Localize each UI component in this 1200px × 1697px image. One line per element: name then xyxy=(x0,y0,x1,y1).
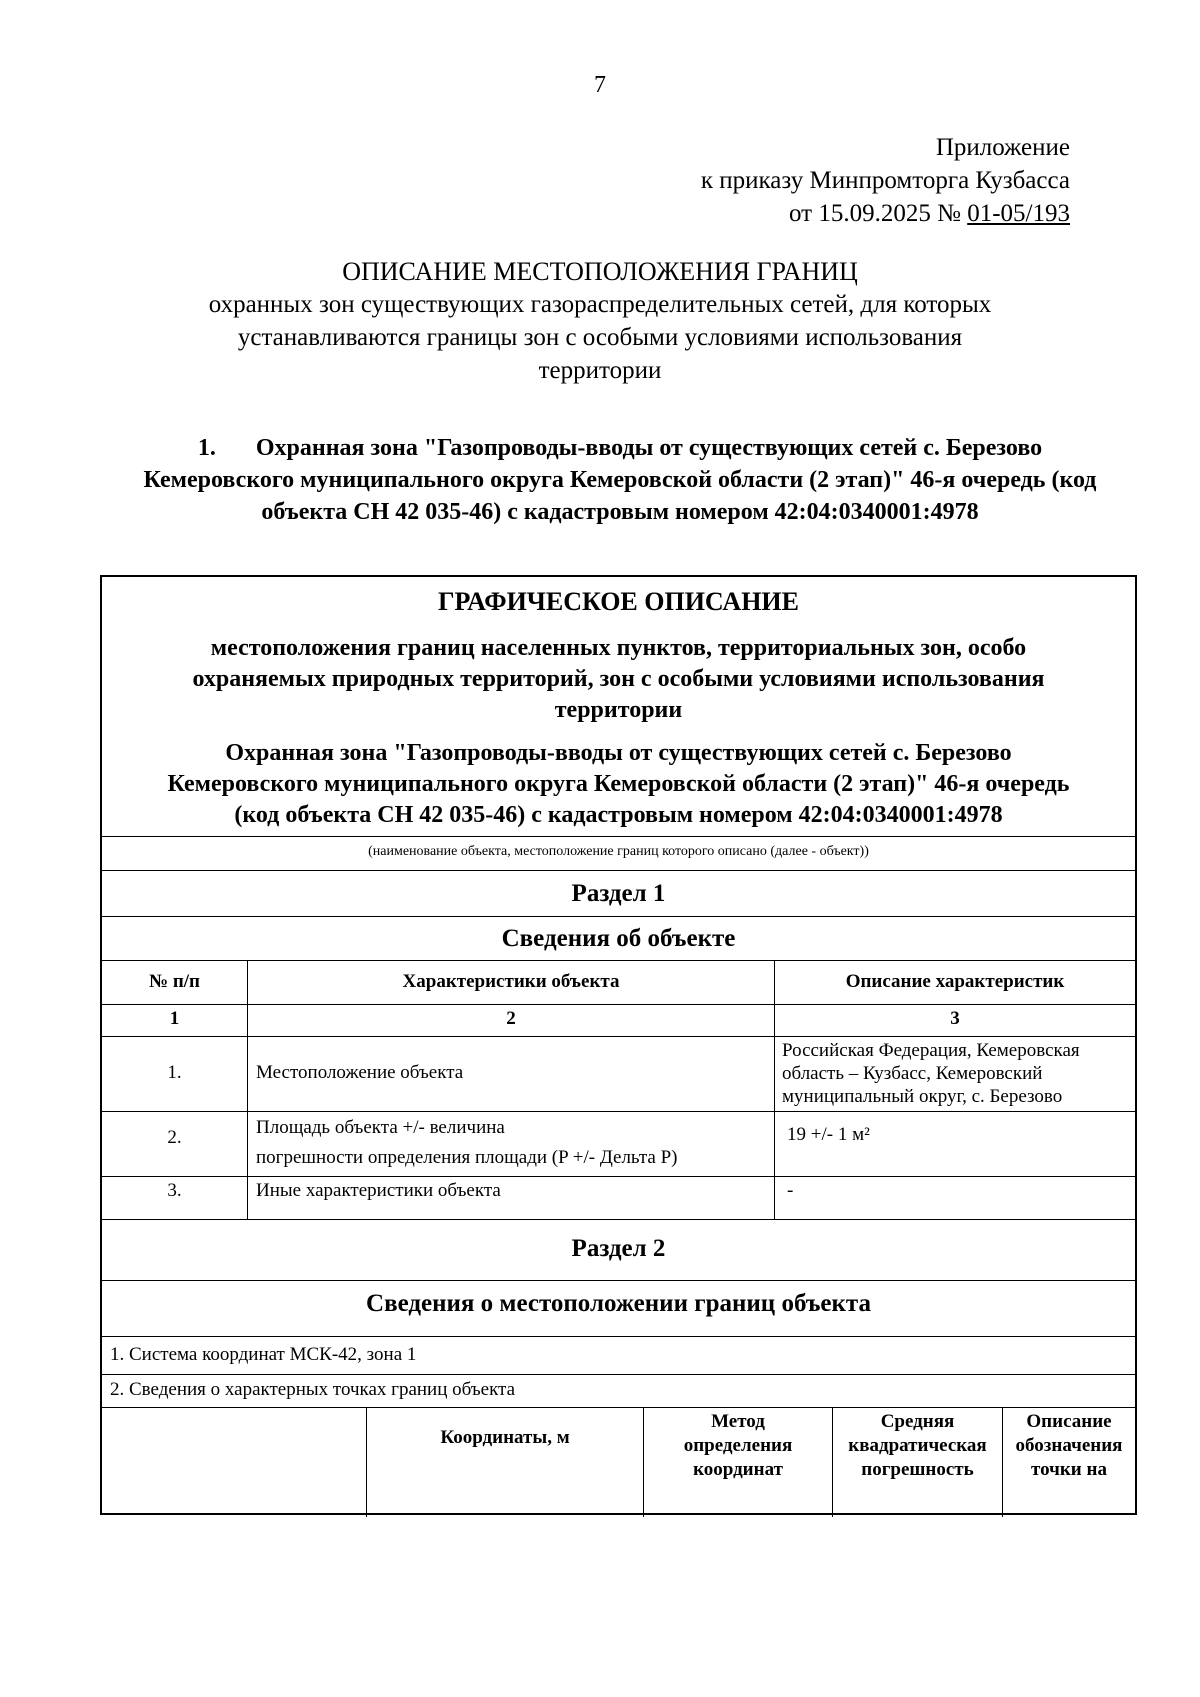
col-number-1: 1 xyxy=(169,1008,180,1029)
col-number-2: 2 xyxy=(247,1005,774,1036)
section-2-subtitle: Сведения о местоположении границ объекта xyxy=(102,1280,1135,1336)
row-2-name-line-1: Площадь объекта +/- величина xyxy=(256,1117,505,1138)
graphic-object-1: Охранная зона "Газопроводы-вводы от существующих сетей с. Березово xyxy=(225,740,1012,766)
row-1-value xyxy=(774,1037,1135,1111)
appendix-date-line xyxy=(701,197,1070,230)
table-row xyxy=(102,1111,1135,1176)
appendix-block xyxy=(701,131,1070,230)
header-error-2: квадратическая xyxy=(848,1435,987,1456)
zone-heading xyxy=(100,432,1140,528)
points-info: 2. Сведения о характерных точках границ объекта xyxy=(102,1374,1135,1407)
row-3-name: Иные характеристики объекта xyxy=(247,1177,774,1219)
graphic-subtitle-3: территории xyxy=(554,697,683,723)
header-point-desc xyxy=(1002,1408,1135,1517)
row-3-num: 3. xyxy=(167,1180,182,1201)
coordinate-system: 1. Система координат МСК-42, зона 1 xyxy=(102,1336,1135,1374)
zone-heading-text-1: Охранная зона "Газопроводы-вводы от существующих сетей с. Березово xyxy=(255,435,1043,461)
graphic-heading: ГРАФИЧЕСКОЕ ОПИСАНИЕ xyxy=(438,587,799,616)
header-description: Описание характеристик xyxy=(774,961,1135,1004)
header-desc-1: Описание xyxy=(1026,1411,1112,1432)
header-method-3: координат xyxy=(693,1459,783,1480)
section-1-title: Раздел 1 xyxy=(102,870,1135,916)
graphic-subtitle xyxy=(102,633,1135,726)
header-method-1: Метод xyxy=(711,1411,765,1432)
zone-heading-line-3: объекта СН 42 035-46) с кадастровым номером 42:04:0340001:4978 xyxy=(261,499,979,525)
header-desc-2: обозначения xyxy=(1015,1435,1123,1456)
document-title xyxy=(0,255,1200,387)
header-method-2: определения xyxy=(683,1435,793,1456)
object-caption: (наименование объекта, местоположение границ которого описано (далее - объект)) xyxy=(102,836,1135,870)
row-2-value: 19 +/- 1 м² xyxy=(774,1112,1135,1176)
row-2-name xyxy=(247,1112,774,1176)
table-row xyxy=(102,1176,1135,1219)
row-2-name-line-2: погрешности определения площади (P +/- Дельта P) xyxy=(256,1147,678,1168)
title-line-3: устанавливаются границы зон с особыми условиями использования xyxy=(237,324,963,351)
section-1-header-row xyxy=(102,960,1135,1004)
zone-heading-line-2: Кемеровского муниципального округа Кемеровской области (2 этап)" 46-я очередь (код xyxy=(143,467,1097,493)
zone-number: 1. xyxy=(197,435,216,461)
points-header-empty xyxy=(102,1408,366,1517)
row-3-value: - xyxy=(774,1177,1135,1219)
appendix-line-1: Приложение xyxy=(935,134,1070,161)
col-number-3: 3 xyxy=(774,1005,1135,1036)
row-1-num: 1. xyxy=(167,1062,182,1083)
row-1-value-line-2: область – Кузбасс, Кемеровский xyxy=(782,1063,1043,1084)
header-error-3: погрешность xyxy=(861,1459,974,1480)
section-2-title: Раздел 2 xyxy=(102,1219,1135,1280)
graphic-description-table xyxy=(100,575,1137,1515)
row-1-value-line-1: Российская Федерация, Кемеровская xyxy=(782,1040,1080,1061)
title-line-2: охранных зон существующих газораспределительных сетей, для которых xyxy=(208,291,992,318)
header-coordinates: Координаты, м xyxy=(366,1408,643,1517)
title-line-1: ОПИСАНИЕ МЕСТОПОЛОЖЕНИЯ ГРАНИЦ xyxy=(342,257,858,286)
row-1-name: Местоположение объекта xyxy=(247,1037,774,1111)
header-characteristics: Характеристики объекта xyxy=(247,961,774,1004)
appendix-date: от 15.09.2025 № xyxy=(789,200,968,227)
appendix-order-number: 01-05/193 xyxy=(967,200,1070,227)
header-desc-3: точки на xyxy=(1031,1459,1107,1480)
points-header-row xyxy=(102,1407,1135,1517)
row-2-num: 2. xyxy=(167,1127,182,1148)
row-1-value-line-3: муниципальный округ, с. Березово xyxy=(782,1086,1063,1107)
appendix-line-2: к приказу Минпромторга Кузбасса xyxy=(700,167,1070,194)
zone-heading-line-1 xyxy=(100,432,1140,464)
graphic-subtitle-1: местоположения границ населенных пунктов, территориальных зон, особо xyxy=(210,635,1027,661)
table-row xyxy=(102,1036,1135,1111)
graphic-object-2: Кемеровского муниципального округа Кемеровской области (2 этап)" 46-я очередь xyxy=(167,771,1070,797)
header-num: № п/п xyxy=(148,971,201,992)
header-method xyxy=(643,1408,832,1517)
graphic-subtitle-2: охраняемых природных территорий, зон с особыми условиями использования xyxy=(192,666,1045,692)
section-1-subtitle: Сведения об объекте xyxy=(102,916,1135,960)
page-number: 7 xyxy=(594,72,606,98)
header-error xyxy=(832,1408,1002,1517)
graphic-header xyxy=(102,577,1135,839)
title-line-4: территории xyxy=(538,357,662,384)
header-error-1: Средняя xyxy=(880,1411,955,1432)
graphic-object-3: (код объекта СН 42 035-46) с кадастровым номером 42:04:0340001:4978 xyxy=(234,802,1003,828)
column-numbers-row xyxy=(102,1004,1135,1036)
graphic-object-name xyxy=(102,738,1135,831)
